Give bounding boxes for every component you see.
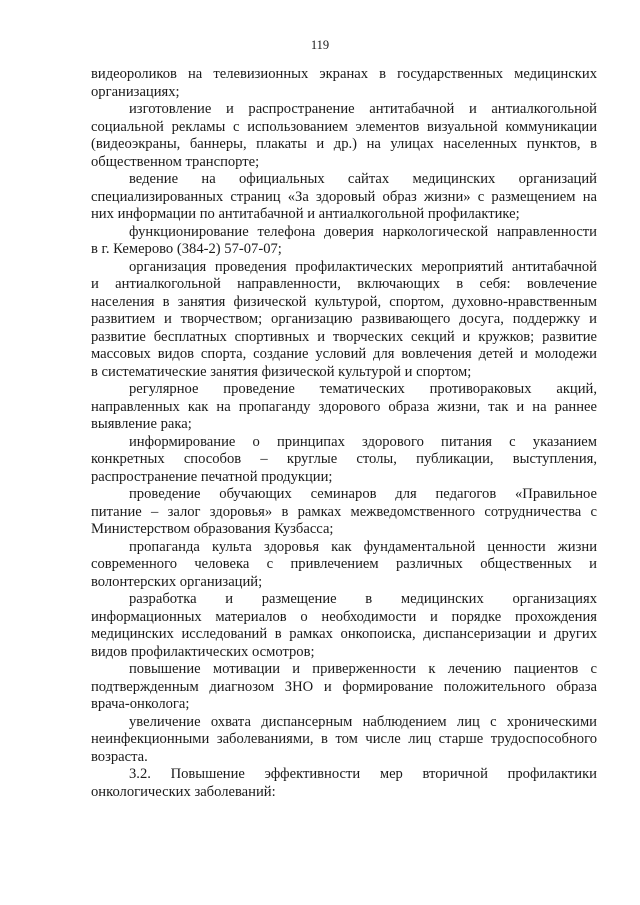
text-line: населения в занятия физической культурой, спортом, духовно-нравственным [91,293,597,310]
text-line: в систематические занятия физической культурой и спортом; [91,363,472,380]
text-line: онкологических заболеваний: [91,783,276,800]
text-line: развитие бесплатных спортивных и творческих секций и кружков; развитие [91,328,597,345]
text-line: (видеоэкраны, баннеры, плакаты и др.) на улицах населенных пунктов, в [91,136,597,152]
text-line: современного человека с привлечением различных общественных и [91,556,597,572]
text-line: возраста. [91,748,148,765]
paragraph-video-clips [91,66,597,101]
text-line: повышение мотивации и приверженности к лечению пациентов с [129,661,597,677]
text-line: направленных как на пропаганду здорового образа жизни, так и на раннее [91,398,597,415]
text-line: питание – залог здоровья» в рамках межведомственного сотрудничества с [91,503,597,520]
text-line: специализированных страниц «За здоровый образ жизни» с размещением на [91,188,597,205]
text-line: увеличение охвата диспансерным наблюдением лиц с хроническими [129,713,597,730]
paragraph-health-cult [91,539,597,592]
paragraph-dispensary-coverage [91,714,597,767]
text-line: организация проведения профилактических мероприятий антитабачной [129,258,597,275]
paragraph-anticancer-actions [91,381,597,434]
text-line: пропаганда культа здоровья как фундаментальной ценности жизни [129,538,597,555]
text-line: общественном транспорте; [91,153,260,170]
text-line: медицинских исследований в рамках онкопоиска, диспансеризации и других [91,626,597,642]
text-line: видеороликов на телевизионных экранах в государственных медицинских [91,66,597,82]
paragraph-information-materials [91,591,597,661]
text-line: выявление рака; [91,416,192,432]
text-line: и антиалкогольной направленности, включающих в себя: вовлечение [91,276,597,292]
paragraph-healthy-nutrition [91,434,597,487]
text-line: ведение на официальных сайтах медицинских организаций [129,171,597,187]
text-line: функционирование телефона доверия наркологической направленности [129,223,597,240]
section-heading-3-2 [91,766,597,801]
paragraph-teacher-seminars [91,486,597,539]
text-line: разработка и размещение в медицинских организациях [129,591,597,607]
text-line: конкретных способов – круглые столы, публикации, выступления, [91,451,597,467]
paragraph-patient-motivation [91,661,597,714]
paragraph-helpline [91,224,597,259]
text-line: врача-онколога; [91,696,190,712]
paragraph-official-websites [91,171,597,224]
text-line: видов профилактических осмотров; [91,643,315,660]
text-line: проведение обучающих семинаров для педагогов «Правильное [129,486,597,502]
text-line: в г. Кемерово (384-2) 57-07-07; [91,241,282,257]
text-line: неинфекционными заболеваниями, в том числе лиц старше трудоспособного [91,731,597,747]
text-line: волонтерских организаций; [91,573,263,590]
document-body [91,66,597,801]
text-line: 3.2. Повышение эффективности мер вторичной профилактики [129,766,597,782]
text-line: них информации по антитабачной и антиалкогольной профилактике; [91,206,520,222]
text-line: распространение печатной продукции; [91,468,333,485]
text-line: информационных материалов о необходимости и порядке прохождения [91,608,597,625]
text-line: информирование о принципах здорового питания с указанием [129,433,597,450]
text-line: массовых видов спорта, создание условий для вовлечения детей и молодежи [91,346,597,362]
text-line: регулярное проведение тематических противораковых акций, [129,381,597,397]
page-number: 119 [310,38,330,52]
text-line: развитием и творчеством; организацию развивающего досуга, поддержку и [91,311,597,327]
text-line: подтвержденным диагнозом ЗНО и формирование положительного образа [91,678,597,695]
text-line: организациях; [91,83,180,100]
text-line: Министерством образования Кузбасса; [91,521,334,537]
paragraph-social-advertising [91,101,597,171]
paragraph-prevention-events [91,259,597,382]
text-line: социальной рекламы с использованием элементов визуальной коммуникации [91,118,597,135]
text-line: изготовление и распространение антитабачной и антиалкогольной [129,101,597,117]
